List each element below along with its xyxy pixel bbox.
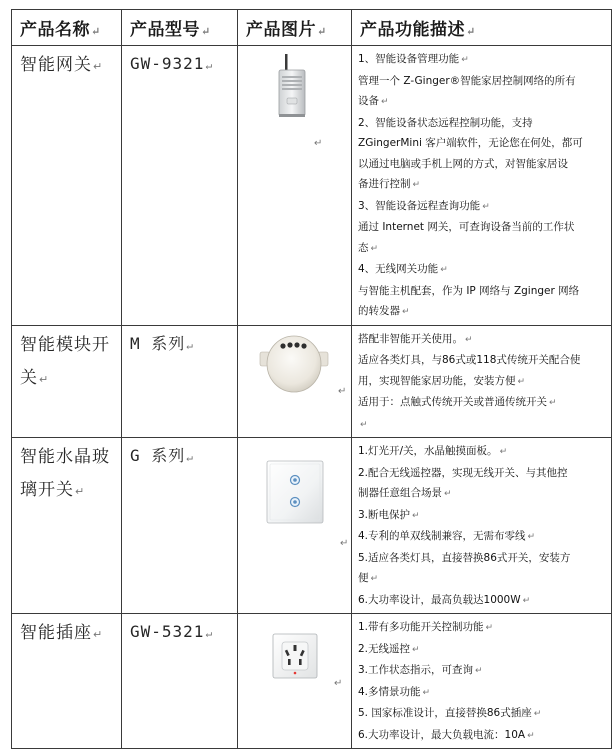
product-model-cell: M 系列↵	[122, 325, 238, 438]
desc-line: 用，实现智能家居功能，安装方便 ↵	[358, 374, 526, 387]
switch-module-icon	[258, 332, 330, 396]
product-table-document	[11, 9, 611, 741]
product-image-cell: ↵	[238, 46, 352, 326]
product-name-cell: 智能网关↵	[12, 46, 122, 326]
product-image-cell: ↵	[238, 438, 352, 614]
desc-line: 1、智能设备管理功能 ↵	[358, 53, 469, 65]
table-row	[12, 325, 612, 438]
table-row	[12, 614, 612, 749]
desc-line: 制器任意组合场景 ↵	[358, 487, 452, 499]
product-description-cell	[352, 614, 612, 749]
desc-line: ZGingerMini 客户端软件，无论您在何处，都可	[358, 137, 583, 149]
product-description-cell	[352, 46, 612, 326]
product-name-cell: 智能插座↵	[12, 614, 122, 749]
glass-touch-switch-icon	[266, 460, 324, 524]
desc-line: 5.适应各类灯具，直接替换86式开关，安装方	[358, 551, 571, 564]
desc-line: 4、无线网关功能 ↵	[358, 263, 448, 275]
table-row	[12, 438, 612, 614]
desc-line: 3.断电保护 ↵	[358, 508, 420, 521]
product-table	[11, 9, 612, 749]
desc-line: 以通过电脑或手机上网的方式，对智能家居设	[358, 157, 568, 170]
header-product-name: 产品名称↵	[12, 10, 122, 46]
desc-line: 4.专利的单双线制兼容，无需布零线 ↵	[358, 530, 536, 542]
product-model-cell: G 系列↵	[122, 438, 238, 614]
header-product-image: 产品图片↵	[238, 10, 352, 46]
product-description-cell	[352, 325, 612, 438]
desc-line: 便 ↵	[358, 572, 379, 584]
desc-line: 3.工作状态指示，可查询 ↵	[358, 664, 483, 676]
smart-socket-icon	[272, 633, 318, 679]
desc-line: 与智能主机配套，作为 IP 网络与 Zginger 网络	[358, 284, 580, 297]
product-description-cell	[352, 438, 612, 614]
desc-line: 搭配非智能开关使用。 ↵	[358, 332, 473, 345]
desc-line: 2、智能设备状态远程控制功能，支持	[358, 116, 533, 129]
desc-line: 态 ↵	[358, 241, 379, 254]
desc-line: 适用于：点触式传统开关或普通传统开关 ↵	[358, 396, 557, 408]
product-image-cell: ↵	[238, 325, 352, 438]
desc-line: 的转发器 ↵	[358, 305, 410, 317]
desc-line: 适应各类灯具，与86式或118式传统开关配合使	[358, 354, 581, 366]
desc-line: 2.配合无线遥控器，实现无线开关、与其他控	[358, 466, 568, 479]
product-name-cell: 智能水晶玻 璃开关↵	[12, 438, 122, 614]
header-product-model: 产品型号↵	[122, 10, 238, 46]
desc-line: 通过 Internet 网关，可查询设备当前的工作状	[358, 221, 575, 233]
header-product-description: 产品功能描述↵	[352, 10, 612, 46]
desc-line: 4.多情景功能 ↵	[358, 685, 431, 698]
desc-line: 2.无线遥控 ↵	[358, 642, 420, 655]
desc-line: 备进行控制 ↵	[358, 178, 421, 190]
desc-line: ↵	[360, 419, 368, 430]
desc-line: 3、智能设备远程查询功能 ↵	[358, 199, 490, 212]
product-model-cell: GW-5321↵	[122, 614, 238, 749]
desc-line: 6.大功率设计，最大负载电流：10A ↵	[358, 728, 535, 741]
product-image-cell: ↵	[238, 614, 352, 749]
desc-line: 1.灯光开/关，水晶触摸面板。 ↵	[358, 445, 508, 457]
desc-line: 设备 ↵	[358, 95, 389, 107]
desc-line: 管理一个 Z-Ginger®智能家居控制网络的所有	[358, 74, 576, 87]
desc-line: 5. 国家标准设计，直接替换86式插座 ↵	[358, 707, 542, 719]
table-header-row	[12, 10, 612, 46]
table-row	[12, 46, 612, 326]
desc-line: 6.大功率设计，最高负载达1000W ↵	[358, 593, 531, 606]
desc-line: 1.带有多功能开关控制功能 ↵	[358, 621, 494, 633]
product-name-cell: 智能模块开 关↵	[12, 325, 122, 438]
product-model-cell: GW-9321↵	[122, 46, 238, 326]
gateway-router-icon	[276, 54, 312, 120]
